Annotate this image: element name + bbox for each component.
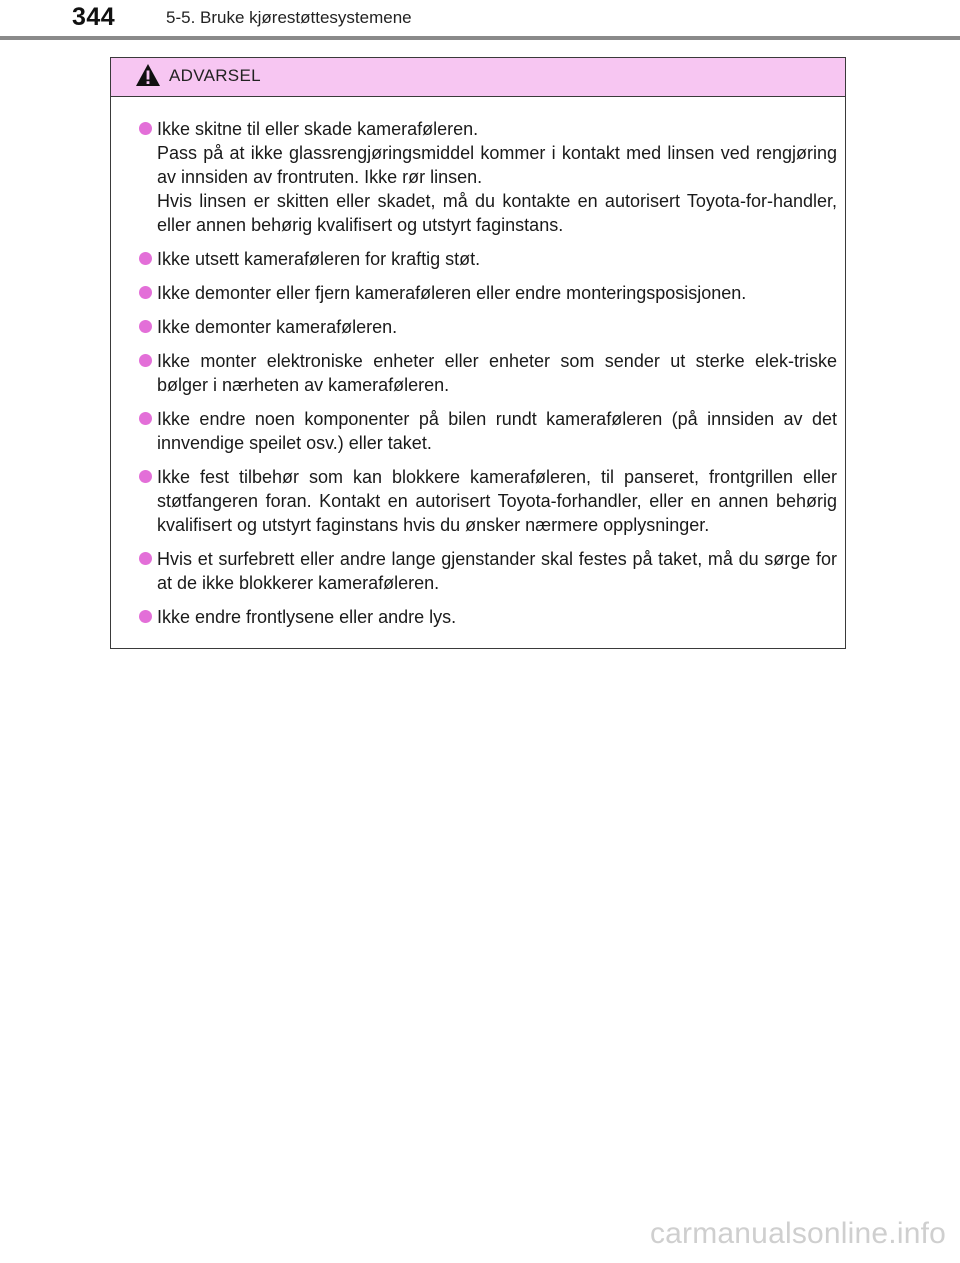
warning-label: ADVARSEL: [169, 66, 261, 85]
warning-list: [111, 97, 845, 629]
warning-item: [139, 315, 837, 339]
warning-triangle-icon: [135, 63, 161, 87]
warning-item-text: Ikke endre noen komponenter på bilen rundt kameraføleren (på innsiden av det innvendige speilet osv.) eller taket.: [157, 409, 837, 453]
warning-item-text: Ikke utsett kameraføleren for kraftig støt.: [157, 249, 481, 269]
warning-item-text: Hvis et surfebrett eller andre lange gjenstander skal festes på taket, må du sørge for at de ikke blokkerer kameraføleren.: [157, 549, 837, 593]
warning-box: [110, 57, 846, 649]
warning-item: [139, 247, 837, 271]
section-title: 5-5. Bruke kjørestøttesystemene: [166, 8, 412, 27]
warning-item-text: Pass på at ikke glassrengjøringsmiddel kommer i kontakt med linsen ved rengjøring av innsiden av frontruten. Ikke rør linsen.: [157, 143, 837, 187]
warning-item-text: Ikke endre frontlysene eller andre lys.: [157, 607, 457, 627]
bullet-icon: [139, 286, 152, 299]
watermark: carmanualsonline.info: [649, 1217, 946, 1250]
warning-item: [139, 281, 837, 305]
bullet-icon: [139, 552, 152, 565]
warning-item: [139, 407, 837, 455]
warning-item-text: Ikke demonter kameraføleren.: [157, 317, 398, 337]
header-divider: [0, 36, 960, 40]
bullet-icon: [139, 470, 152, 483]
bullet-icon: [139, 354, 152, 367]
warning-item: [139, 465, 837, 537]
warning-item-text: Ikke monter elektroniske enheter eller enheter som sender ut sterke elek-triske bølger i nærheten av kameraføleren.: [157, 351, 837, 395]
warning-item-text: Ikke demonter eller fjern kameraføleren eller endre monteringsposisjonen.: [157, 283, 747, 303]
page-header: [0, 0, 960, 40]
warning-header: [111, 58, 845, 97]
warning-item: [139, 349, 837, 397]
warning-item-text: Ikke fest tilbehør som kan blokkere kameraføleren, til panseret, frontgrillen eller støtfangeren foran. Kontakt en autorisert Toyota-forhandler, eller en annen behørig kvalifisert og utstyrt faginstans hvis du ønsker nærmere opplysninger.: [157, 467, 837, 535]
warning-item-text: Hvis linsen er skitten eller skadet, må du kontakte en autorisert Toyota-for-handler, eller annen behørig kvalifisert og utstyrt faginstans.: [157, 191, 837, 235]
warning-item-text: Ikke skitne til eller skade kameraføleren.: [157, 119, 479, 139]
bullet-icon: [139, 122, 152, 135]
bullet-icon: [139, 252, 152, 265]
page-number: 344: [72, 3, 116, 31]
warning-item: [139, 547, 837, 595]
warning-item: [139, 117, 837, 237]
bullet-icon: [139, 412, 152, 425]
bullet-icon: [139, 610, 152, 623]
warning-item: [139, 605, 837, 629]
bullet-icon: [139, 320, 152, 333]
